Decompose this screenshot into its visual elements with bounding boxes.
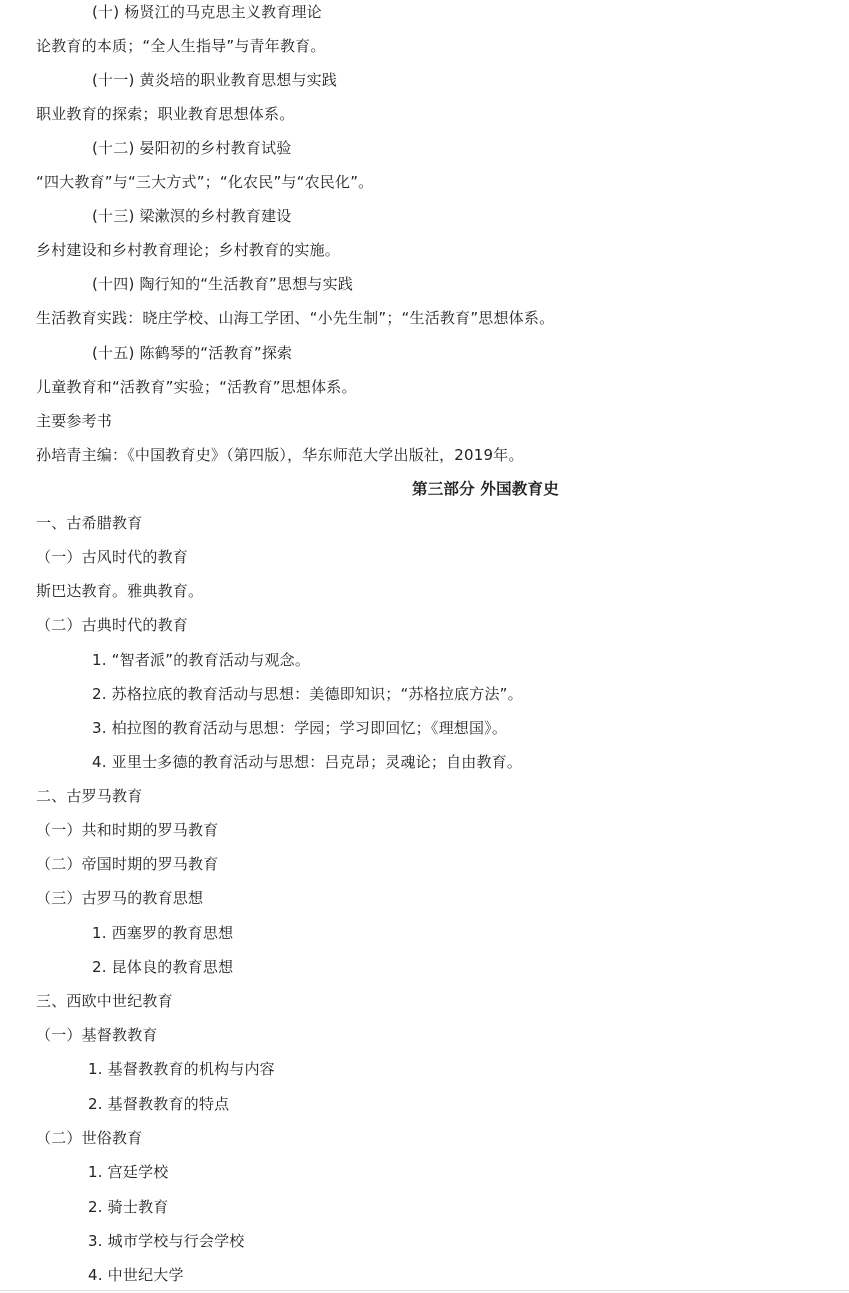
subsection-heading: （一）基督教教育 [36, 1026, 158, 1044]
subsection-heading: （一）共和时期的罗马教育 [36, 821, 219, 839]
subsection-heading: （一）古风时代的教育 [36, 548, 189, 566]
paragraph: 斯巴达教育。雅典教育。 [36, 582, 204, 600]
paragraph: 论教育的本质；“全人生指导”与青年教育。 [36, 37, 326, 55]
list-item: 1. 基督教教育的机构与内容 [88, 1060, 275, 1078]
chapter-heading: 三、西欧中世纪教育 [36, 992, 173, 1010]
paragraph: 乡村建设和乡村教育理论；乡村教育的实施。 [36, 241, 341, 259]
list-item: 1. “智者派”的教育活动与观念。 [92, 651, 311, 669]
list-item: 2. 基督教教育的特点 [88, 1095, 230, 1113]
paragraph: “四大教育”与“三大方式”；“化农民”与“农民化”。 [36, 173, 374, 191]
chapter-heading: 一、古希腊教育 [36, 514, 143, 532]
references-heading: 主要参考书 [36, 412, 113, 430]
list-item: 2. 骑士教育 [88, 1198, 169, 1216]
page-edge-divider [0, 1290, 849, 1291]
list-item: 1. 西塞罗的教育思想 [92, 924, 234, 942]
list-item: 4. 中世纪大学 [88, 1266, 184, 1284]
subsection-heading: （二）古典时代的教育 [36, 616, 189, 634]
subsection-heading: （三）古罗马的教育思想 [36, 889, 204, 907]
section-heading: (十) 杨贤江的马克思主义教育理论 [92, 3, 322, 21]
reference-entry: 孙培青主编：《中国教育史》（第四版），华东师范大学出版社，2019年。 [36, 446, 524, 464]
paragraph: 生活教育实践：晓庄学校、山海工学团、“小先生制”；“生活教育”思想体系。 [36, 309, 555, 327]
paragraph: 儿童教育和“活教育”实验；“活教育”思想体系。 [36, 378, 357, 396]
section-heading: (十三) 梁漱溟的乡村教育建设 [92, 207, 292, 225]
section-heading: (十五) 陈鹤琴的“活教育”探索 [92, 344, 293, 362]
section-heading: (十四) 陶行知的“生活教育”思想与实践 [92, 275, 354, 293]
list-item: 2. 昆体良的教育思想 [92, 958, 234, 976]
section-heading: (十二) 晏阳初的乡村教育试验 [92, 139, 292, 157]
subsection-heading: （二）帝国时期的罗马教育 [36, 855, 219, 873]
list-item: 3. 柏拉图的教育活动与思想：学园；学习即回忆；《理想国》。 [92, 719, 508, 737]
section-heading: (十一) 黄炎培的职业教育思想与实践 [92, 71, 338, 89]
list-item: 1. 宫廷学校 [88, 1163, 169, 1181]
paragraph: 职业教育的探索；职业教育思想体系。 [36, 105, 295, 123]
subsection-heading: （二）世俗教育 [36, 1129, 143, 1147]
chapter-heading: 二、古罗马教育 [36, 787, 143, 805]
list-item: 2. 苏格拉底的教育活动与思想：美德即知识；“苏格拉底方法”。 [92, 685, 523, 703]
list-item: 3. 城市学校与行会学校 [88, 1232, 245, 1250]
list-item: 4. 亚里士多德的教育活动与思想：吕克昂；灵魂论；自由教育。 [92, 753, 523, 771]
part-title: 第三部分 外国教育史 [412, 480, 559, 498]
